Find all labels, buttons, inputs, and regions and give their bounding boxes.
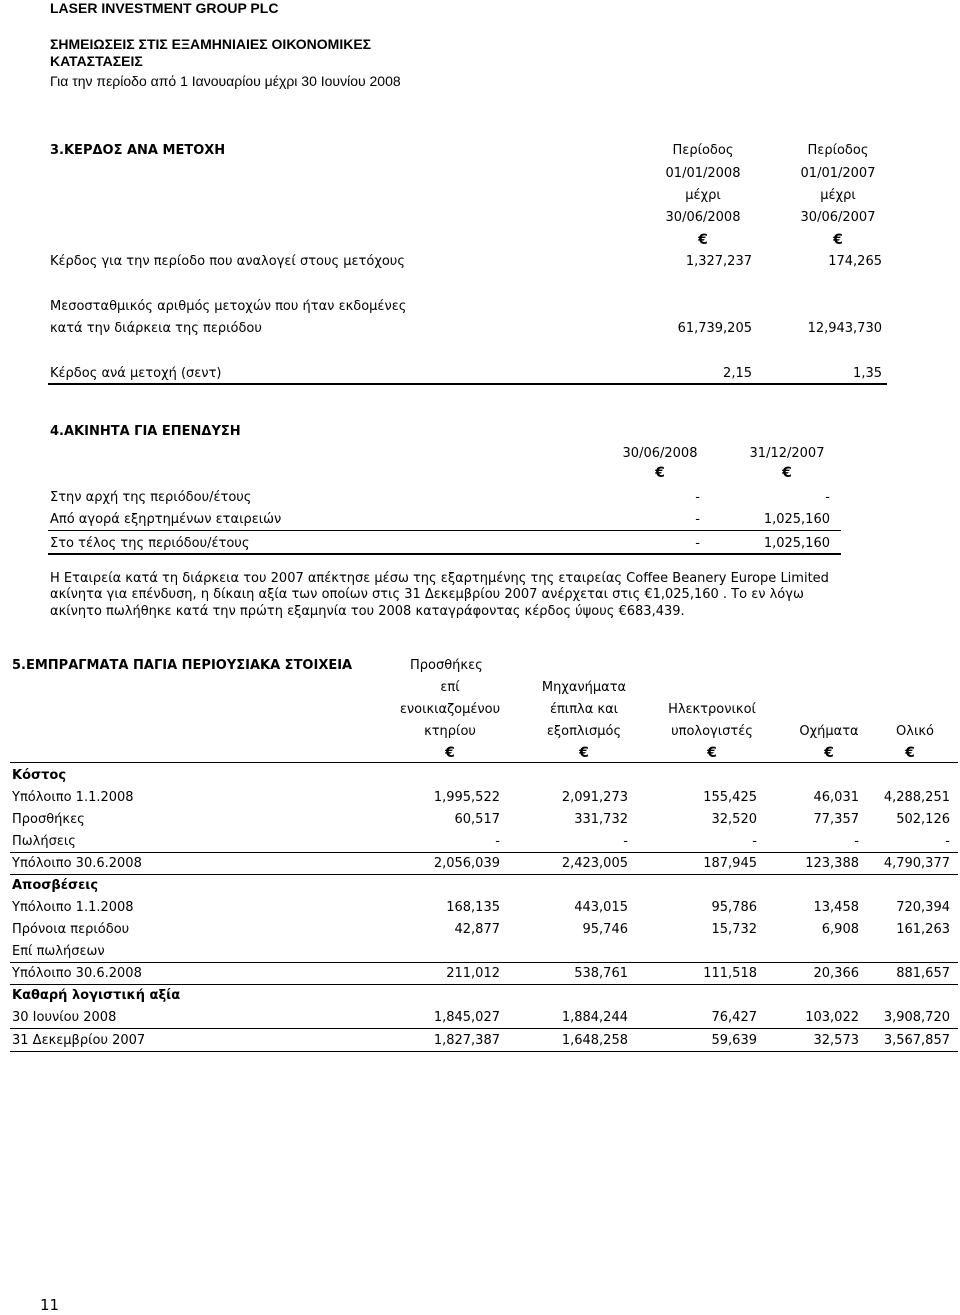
ppe-dep-closing-rule [10, 984, 958, 985]
ppe-row-cost-opening-v1: 1,995,522 [433, 790, 500, 805]
eps-row-eps-2007: 1,35 [853, 366, 882, 381]
eps-col1-line2: 01/01/2008 [665, 166, 741, 181]
inv-col2-currency: € [782, 465, 792, 481]
ppe-row-nbv-heading: Καθαρή λογιστική αξία [12, 988, 181, 1003]
inv-row-opening-2007: - [825, 490, 830, 505]
ppe-row-charge-v1: 42,877 [454, 922, 500, 937]
ppe-row-additions-label: Προσθήκες [12, 812, 85, 827]
ppe-row-additions-v2: 331,732 [574, 812, 628, 827]
inv-row-opening-2008: - [695, 490, 700, 505]
ppe-row-dep-opening-v1: 168,135 [446, 900, 500, 915]
ppe-row-charge-v2: 95,746 [582, 922, 628, 937]
ppe-col4-line1: Οχήματα [799, 724, 859, 739]
ppe-row-depreciation-heading: Αποσβέσεις [12, 878, 99, 893]
ppe-col5-line1: Ολικό [896, 724, 934, 739]
ppe-row-nbv-2008-v1: 1,845,027 [433, 1010, 500, 1025]
ppe-row-disposals-v3: - [752, 834, 757, 849]
reporting-period: Για την περίοδο από 1 Ιανουαρίου μέχρι 30 Ιουνίου 2008 [50, 73, 401, 89]
inv-col2-date: 31/12/2007 [749, 446, 825, 461]
ppe-row-dep-opening-label: Υπόλοιπο 1.1.2008 [12, 900, 134, 915]
eps-row-shares-label2: κατά την διάρκεια της περιόδου [50, 321, 262, 336]
ppe-row-disposals-v1: - [495, 834, 500, 849]
ppe-col1-line2: επί [440, 680, 460, 695]
inv-note-line1: Η Εταιρεία κατά τη διάρκεια του 2007 απέκτησε μέσω της εξαρτημένης της εταιρείας Coffee Beanery Europe Limited [50, 571, 829, 586]
inv-row-acquisition-2008: - [695, 512, 700, 527]
ppe-row-charge-v5: 161,263 [896, 922, 950, 937]
eps-col1-line3: μέχρι [685, 188, 721, 203]
ppe-col1-line4: κτηρίου [424, 724, 476, 739]
ppe-row-nbv-2007-v1: 1,827,387 [433, 1033, 500, 1048]
ppe-row-cost-closing-v1: 2,056,039 [433, 856, 500, 871]
ppe-row-additions-v4: 77,357 [813, 812, 859, 827]
ppe-row-cost-opening-v5: 4,288,251 [883, 790, 950, 805]
ppe-row-cost-closing-v5: 4,790,377 [883, 856, 950, 871]
inv-note-line2: ακίνητα για επένδυση, η δίκαιη αξία των οποίων στις 31 Δεκεμβρίου 2007 ανέρχεται στις €1,025,160 . Το εν λόγω [50, 587, 804, 602]
ppe-row-cost-closing-v2: 2,423,005 [561, 856, 628, 871]
eps-row-shares-label1: Μεσοσταθμικός αριθμός μετοχών που ήταν εκδομένες [50, 299, 407, 314]
ppe-col3-line2: υπολογιστές [671, 724, 753, 739]
ppe-row-dep-closing-v2: 538,761 [574, 966, 628, 981]
ppe-row-dep-opening-v4: 13,458 [813, 900, 859, 915]
ppe-row-additions-v1: 60,517 [454, 812, 500, 827]
ppe-row-charge-v4: 6,908 [821, 922, 859, 937]
ppe-row-nbv-2007-v4: 32,573 [813, 1033, 859, 1048]
eps-row-profit-label: Κέρδος για την περίοδο που αναλογεί στους μετόχους [50, 254, 405, 269]
inv-row-closing-2008: - [695, 536, 700, 551]
ppe-row-nbv-2008-v5: 3,908,720 [883, 1010, 950, 1025]
ppe-col3-line1: Ηλεκτρονικοί [668, 702, 756, 717]
eps-col2-line1: Περίοδος [807, 143, 869, 158]
ppe-row-disposals-label: Πωλήσεις [12, 834, 76, 849]
ppe-row-nbv-2008-v4: 103,022 [805, 1010, 859, 1025]
ppe-row-nbv-2008-label: 30 Ιουνίου 2008 [12, 1010, 117, 1025]
ppe-col2-currency: € [579, 745, 589, 761]
inv-row-closing-2007: 1,025,160 [763, 536, 830, 551]
ppe-col4-currency: € [824, 745, 834, 761]
eps-row-eps-label: Κέρδος ανά μετοχή (σεντ) [50, 366, 222, 381]
ppe-col1-line3: ενοικιαζομένου [399, 702, 501, 717]
ppe-cost-closing-rule [10, 874, 958, 875]
eps-col2-currency: € [833, 232, 843, 248]
ppe-cost-rule [10, 852, 958, 853]
ppe-col1-currency: € [445, 745, 455, 761]
inv-note-line3: ακίνητο πωλήθηκε κατά την πρώτη εξαμηνία του 2008 καταγράφοντας κέρδος ύψους €683,439. [50, 604, 685, 619]
ppe-row-charge-label: Πρόνοια περιόδου [12, 922, 130, 937]
ppe-col2-line3: εξοπλισμός [546, 724, 622, 739]
ppe-row-dep-closing-label: Υπόλοιπο 30.6.2008 [12, 966, 142, 981]
ppe-row-disposals-v5: - [945, 834, 950, 849]
eps-heading: 3.ΚΕΡΔΟΣ ΑΝΑ ΜΕΤΟΧΗ [50, 143, 226, 158]
ppe-row-nbv-2007-v3: 59,639 [711, 1033, 757, 1048]
company-name: LASER INVESTMENT GROUP PLC [50, 0, 279, 16]
ppe-row-dep-closing-v4: 20,366 [813, 966, 859, 981]
ppe-row-dep-closing-v3: 111,518 [703, 966, 757, 981]
eps-row-shares-2007: 12,943,730 [807, 321, 882, 336]
ppe-row-dep-opening-v2: 443,015 [574, 900, 628, 915]
inv-bottom-rule [48, 553, 841, 555]
document-title-line1: ΣΗΜΕΙΩΣΕΙΣ ΣΤΙΣ ΕΞΑΜΗΝΙΑΙΕΣ ΟΙΚΟΝΟΜΙΚΕΣ [50, 36, 372, 52]
ppe-row-cost-opening-v4: 46,031 [813, 790, 859, 805]
ppe-col5-currency: € [905, 745, 915, 761]
inv-row-closing-label: Στο τέλος της περιόδου/έτους [50, 536, 250, 551]
page-number: 11 [40, 1296, 60, 1314]
ppe-col3-currency: € [707, 745, 717, 761]
ppe-row-additions-v5: 502,126 [896, 812, 950, 827]
ppe-row-cost-opening-v3: 155,425 [703, 790, 757, 805]
ppe-row-nbv-2007-v2: 1,648,258 [561, 1033, 628, 1048]
ppe-row-dep-closing-v1: 211,012 [446, 966, 500, 981]
ppe-row-cost-opening-v2: 2,091,273 [561, 790, 628, 805]
ppe-heading: 5.ΕΜΠΡΑΓΜΑΤΑ ΠΑΓΙΑ ΠΕΡΙΟΥΣΙΑΚΑ ΣΤΟΙΧΕΙΑ [12, 658, 353, 673]
inv-heading: 4.ΑΚΙΝΗΤΑ ΓΙΑ ΕΠΕΝΔΥΣΗ [50, 424, 241, 439]
ppe-row-nbv-2007-v5: 3,567,857 [883, 1033, 950, 1048]
ppe-row-disposals-v2: - [623, 834, 628, 849]
eps-col1-currency: € [698, 232, 708, 248]
inv-row-acquisition-2007: 1,025,160 [763, 512, 830, 527]
ppe-row-disposals-v4: - [854, 834, 859, 849]
ppe-dep-rule [10, 962, 958, 963]
inv-col1-currency: € [655, 465, 665, 481]
ppe-bottom-rule [10, 1051, 958, 1052]
ppe-row-nbv-2007-label: 31 Δεκεμβρίου 2007 [12, 1033, 146, 1048]
ppe-row-dep-opening-v5: 720,394 [896, 900, 950, 915]
ppe-row-nbv-2008-v3: 76,427 [711, 1010, 757, 1025]
ppe-row-charge-v3: 15,732 [711, 922, 757, 937]
eps-row-shares-2008: 61,739,205 [677, 321, 752, 336]
eps-col2-line3: μέχρι [820, 188, 856, 203]
document-title-line2: ΚΑΤΑΣΤΑΣΕΙΣ [50, 53, 143, 69]
eps-row-profit-2007: 174,265 [828, 254, 882, 269]
ppe-row-cost-heading: Κόστος [12, 768, 67, 783]
ppe-row-on-disposals-label: Επί πωλήσεων [12, 944, 105, 959]
ppe-row-cost-closing-v3: 187,945 [703, 856, 757, 871]
ppe-col2-line1: Μηχανήματα [541, 680, 627, 695]
eps-row-profit-2008: 1,327,237 [685, 254, 752, 269]
eps-col1-line1: Περίοδος [672, 143, 734, 158]
eps-row-eps-2008: 2,15 [723, 366, 752, 381]
ppe-row-additions-v3: 32,520 [711, 812, 757, 827]
eps-col2-line2: 01/01/2007 [800, 166, 876, 181]
inv-row-acquisition-label: Από αγορά εξηρτημένων εταιρειών [50, 512, 282, 527]
eps-bottom-rule [48, 383, 887, 385]
ppe-col1-line1: Προσθήκες [410, 658, 483, 673]
eps-col1-line4: 30/06/2008 [665, 210, 741, 225]
inv-row-opening-label: Στην αρχή της περιόδου/έτους [50, 490, 252, 505]
inv-mid-rule [48, 530, 841, 531]
ppe-row-cost-closing-v4: 123,388 [805, 856, 859, 871]
ppe-row-nbv-2008-v2: 1,884,244 [561, 1010, 628, 1025]
ppe-row-cost-closing-label: Υπόλοιπο 30.6.2008 [12, 856, 142, 871]
ppe-nbv-rule [10, 1028, 958, 1029]
ppe-row-cost-opening-label: Υπόλοιπο 1.1.2008 [12, 790, 134, 805]
eps-col2-line4: 30/06/2007 [800, 210, 876, 225]
ppe-header-rule [10, 762, 958, 763]
ppe-row-dep-closing-v5: 881,657 [896, 966, 950, 981]
inv-col1-date: 30/06/2008 [622, 446, 698, 461]
ppe-row-dep-opening-v3: 95,786 [711, 900, 757, 915]
ppe-col2-line2: έπιπλα και [549, 702, 619, 717]
